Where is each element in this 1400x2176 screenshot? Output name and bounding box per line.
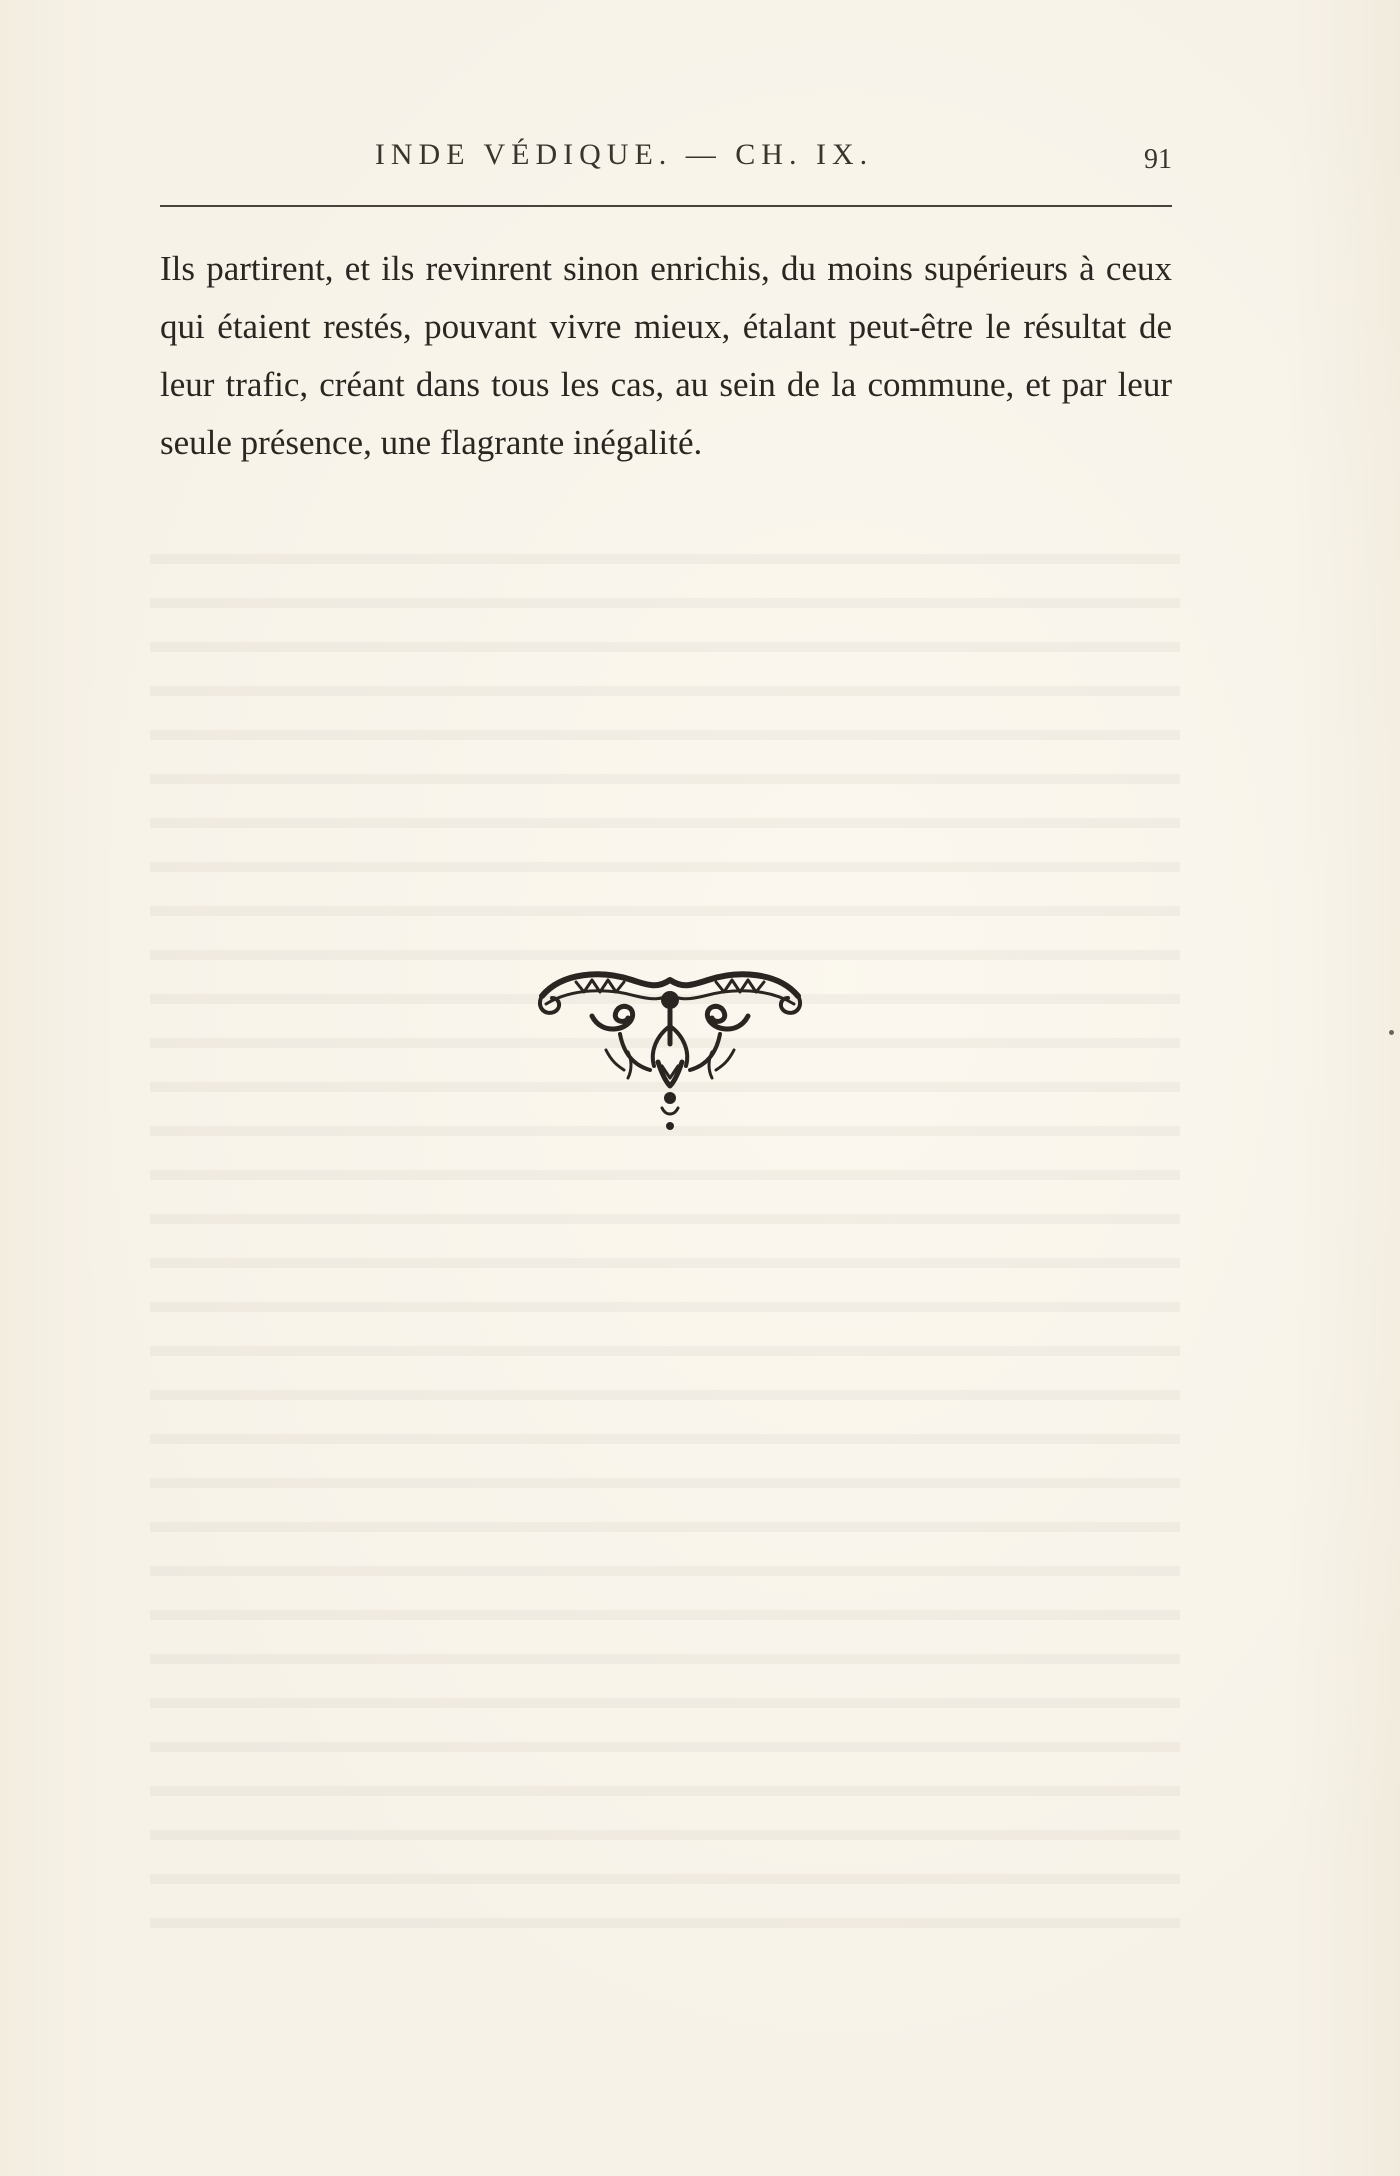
paragraph: Ils partirent, et ils revinrent sinon enrichis, du moins supérieurs à ceux qui étaient restés, pouvant vivre mieux, étalant peut-être le résultat de leur trafic, créant dans tous les cas, au sein de la commune, et par leur seule présence, une flagrante inégalité.	[160, 249, 1172, 462]
header-rule	[160, 205, 1172, 207]
fleuron-tailpiece-icon	[532, 966, 808, 1136]
running-head: INDE VÉDIQUE. — CH. IX.	[374, 138, 874, 171]
page-header	[160, 138, 1172, 188]
page-speck	[1389, 1030, 1394, 1035]
body-text	[160, 240, 1172, 472]
page-number: 91	[1144, 144, 1172, 175]
show-through-text	[150, 520, 1180, 1940]
